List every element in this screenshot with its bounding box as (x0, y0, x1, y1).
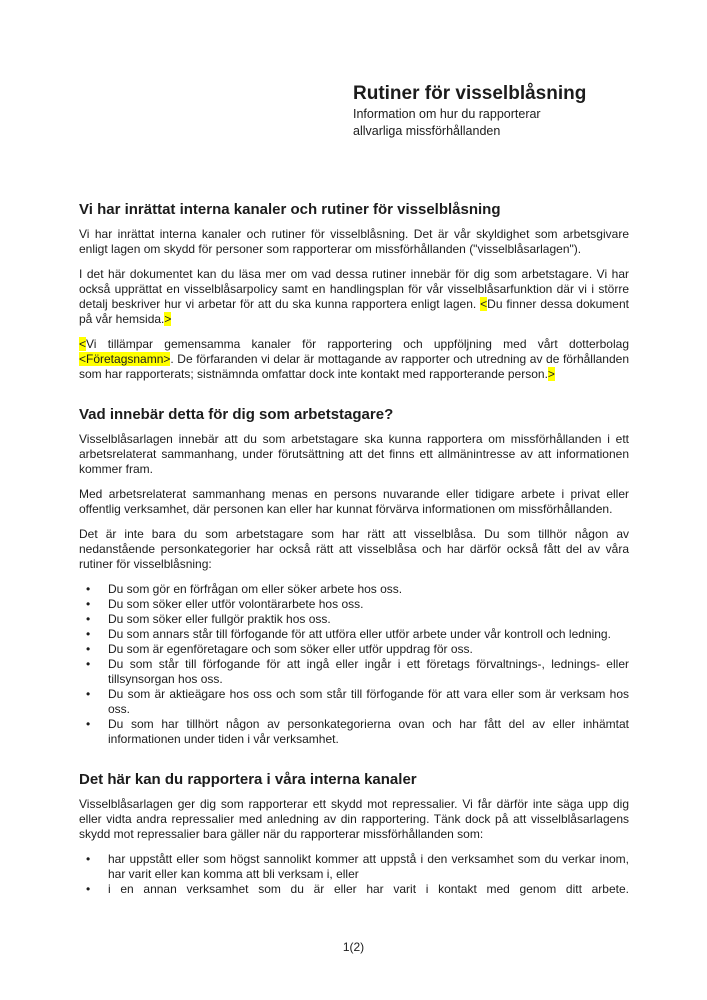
highlight-marker: < (480, 297, 488, 311)
list-item: • i en annan verksamhet som du är eller har varit i kontakt med genom ditt arbete. (108, 882, 629, 897)
section-heading: Det här kan du rapportera i våra interna kanaler (79, 771, 417, 788)
highlight-marker: > (547, 367, 555, 381)
list-item: • Du som har tillhört någon av personkategorierna ovan och har fått del av eller inhämtat informationen under tiden i vår verksamhet. (108, 717, 629, 747)
text-segment: Vi har inrättat interna kanaler och rutiner för visselblåsning. Det är vår skyldighet som arbetsgivare enligt lagen om skydd för personer som rapporterar om missförhållanden ("visselblåsarlagen"). (79, 227, 629, 256)
doc-title: Rutiner för visselblåsning (353, 83, 587, 104)
text-segment: Visselblåsarlagen innebär att du som arbetstagare ska kunna rapportera om missförhållanden i ett arbetsrelaterat sammanhang, under förutsättning att det finns ett allmänintresse av att informationen kommer fram. (79, 432, 629, 476)
paragraph (79, 227, 629, 257)
paragraph (79, 527, 629, 572)
list-item: • Du som söker eller utför volontärarbete hos oss. (108, 597, 629, 612)
section-heading: Vi har inrättat interna kanaler och rutiner för visselblåsning (79, 201, 501, 218)
highlight-company-placeholder: <Företagsnamn> (79, 352, 171, 366)
list-item: • Du som är egenföretagare och som söker eller utför uppdrag för oss. (108, 642, 629, 657)
list-item: • Du som står till förfogande för att ingå eller ingår i ett företags förvaltnings-, lednings- eller tillsynsorgan hos oss. (108, 657, 629, 687)
doc-footer (0, 940, 707, 955)
page-number: 1(2) (342, 940, 365, 954)
list-item: • har uppstått eller som högst sannolikt kommer att uppstå i den verksamhet som du verkar inom, har varit eller kan komma att bli verksam i, eller (108, 852, 629, 882)
doc-body (79, 201, 629, 907)
paragraph (79, 797, 629, 842)
doc-subtitle-line-2: allvarliga missförhållanden (353, 124, 501, 138)
section-what-to-report (79, 771, 629, 897)
text-segment: Visselblåsarlagen ger dig som rapporterar ett skydd mot repressalier. Vi får därför inte säga upp dig eller vidta andra repressalier med anledning av din rapportering. Tänk dock på att visselblåsarlagens skydd mot repressalier bara gäller när du rapporterar missförhållanden som: (79, 797, 629, 841)
reportable-conditions-list (79, 852, 629, 897)
paragraph (79, 487, 629, 517)
paragraph (79, 432, 629, 477)
doc-subtitle (353, 106, 633, 140)
text-segment: Med arbetsrelaterat sammanhang menas en persons nuvarande eller tidigare arbete i privat eller offentlig verksamhet, där personen kan eller har kunnat förvärva informationen om missförhållanden. (79, 487, 629, 516)
paragraph (79, 337, 629, 382)
text-segment: I det här dokumentet kan du läsa mer om vad dessa rutiner innebär för dig som arbetstagare. Vi har också upprättat en visselblåsarpolicy samt en handlingsplan för vår visselblåsarfunktion där vi i större detalj beskriver hur vi arbetar för att du ska kunna rapportera enligt lagen. (79, 267, 629, 311)
person-categories-list (79, 582, 629, 747)
text-segment: Vi tillämpar gemensamma kanaler för rapportering och uppföljning med vårt dotterbolag (86, 337, 629, 351)
text-segment: . De förfaranden vi delar är mottagande av rapporter och utredning av de förhållanden som har rapporterats; sistnämnda omfattar dock inte kontakt med rapporterande person. (79, 352, 629, 381)
highlight-marker: > (164, 312, 172, 326)
paragraph (79, 267, 629, 327)
doc-subtitle-line-1: Information om hur du rapporterar (353, 107, 541, 121)
list-item: • Du som annars står till förfogande för att utföra eller utför arbete under vår kontroll och ledning. (108, 627, 629, 642)
highlight-marker: < (79, 337, 87, 351)
section-heading: Vad innebär detta för dig som arbetstagare? (79, 406, 394, 423)
list-item: • Du som gör en förfrågan om eller söker arbete hos oss. (108, 582, 629, 597)
text-segment: Du finner dessa dokument på vår hemsida. (79, 297, 629, 326)
text-segment: Det är inte bara du som arbetstagare som har rätt att visselblåsa. Du som tillhör någon av nedanstående personkategorier har också rätt att visselblåsa och har därför också fått del av våra rutiner för visselblåsning: (79, 527, 629, 571)
section-internal-channels (79, 201, 629, 382)
list-item: • Du som är aktieägare hos oss och som står till förfogande för att vara eller som är verksam hos oss. (108, 687, 629, 717)
list-item: • Du som söker eller fullgör praktik hos oss. (108, 612, 629, 627)
section-what-it-means (79, 406, 629, 747)
doc-header (353, 83, 633, 140)
